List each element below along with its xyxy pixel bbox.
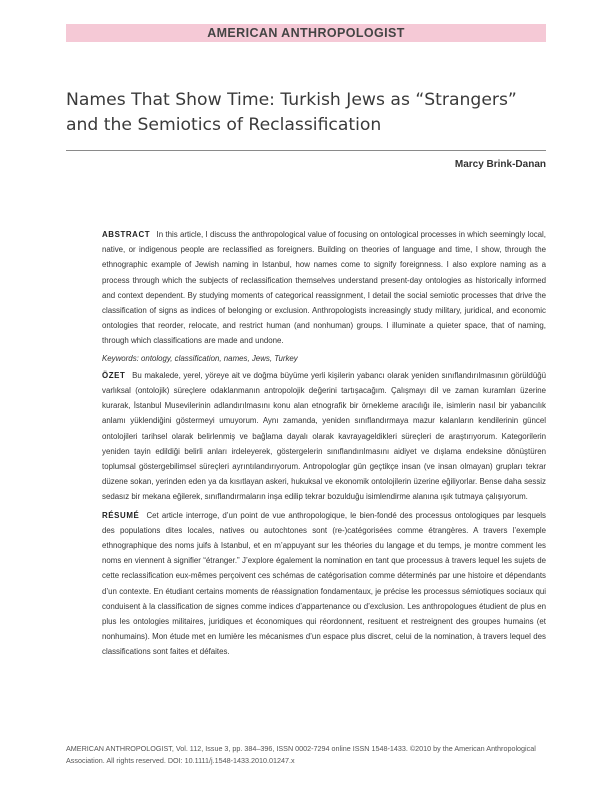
ozet-text: Bu makalede, yerel, yöreye ait ve doğma büyüme yerli kişilerin yabancı olarak yeniden sınıflandırılmasının görüldüğü varlıksal (ontolojik) süreçlere odaklanmanın antropolojik değerini tartışacağım. Çalışmayı dil ve zaman kuramları üzerine kurarak, İstanbul Musevilerinin adlandırılmasını konu alan etnografik bir örnekleme aracılığı ile, isimlerin nasıl bir yabancılık anlamı yüklendiğini göstermeyi umuyorum. Aynı zamanda, yeniden sınıflandırmaya mazur kalanların kendilerinin güncel ontolojileri tarihsel olarak belirlenmiş ve bağlama dayalı olarak kavrayageldikleri süreçleri de araştırıyorum. Kategorilerin yeniden tayin edildiği belirli anları irdeleyerek, göstergelerin sınıflandırılmasını aidiyet ve dışlama endeksine dönüştüren toplumsal göstergebilimsel süreçleri ayrıntılandırıyorum. Antropologlar gün geçtikçe insan (ve insan olmayan) grupları tekrar düzene sokan, yerinden eden ya da kısıtlayan askeri, hukuksal ve ekonomik ontolojilerin üzerine eğiliyorlar. Bense daha sessiz sedasız bir mekana eğilerek, sınıflandırmaların inşa edilip tekrar bozulduğu isimlendirme alanına ışık tutmaya çalışıyorum. [102,370,546,502]
citation-footer: AMERICAN ANTHROPOLOGIST, Vol. 112, Issue 3, pp. 384–396, ISSN 0002-7294 online ISSN 1548-1433. ©2010 by the American Anthropological Association. All rights reserved. DOI: 10.1111/j.1548-1433.2010.01247.x [66,744,536,765]
resume-text: Cet article interroge, d’un point de vue anthropologique, le bien-fondé des processus ontologiques par lesquels des populations dites locales, natives ou autochtones sont (re-)catégorisées comme étrangères. A travers l’exemple ethnographique des noms juifs à Istanbul, et en m’appuyant sur les théories du langage et du temps, je montre comment les noms en viennent à signifier “étranger.” J’explore également la nomination en tant que processus à travers lequel les sujets de cette reclassification eux-mêmes perçoivent ces schémas de catégorisation comme déterminés par une histoire et dépendants d’un contexte. En étudiant certains moments de réassignation fondamentaux, je précise les processus sémiotiques sociaux qui conduisent à la classification de signes comme indices d’appartenance ou d’exclusion. Les anthropologues étudient de plus en plus les ontologies militaires, juridiques et économiques qui réordonnent, resituent et restreignent des groupes humains (et nonhumains). Mon étude met en lumière les mécanismes d’un espace plus discret, celui de la nomination, à travers lequel des classifications sont faites et défaites. [102,510,546,657]
author-name: Marcy Brink-Danan [454,159,546,170]
keywords-label: Keywords: [102,353,139,363]
abstract-label: ABSTRACT [102,230,151,239]
resume-paragraph [102,508,546,660]
keywords-text: ontology, classification, names, Jews, Turkey [141,353,298,363]
ozet-paragraph [102,368,546,505]
article-title-line-1: Names That Show Time: Turkish Jews as “Strangers” [66,90,517,110]
journal-header-bar [66,24,546,42]
keywords-line [102,351,546,366]
title-divider [66,150,546,151]
journal-name: AMERICAN ANTHROPOLOGIST [207,26,405,40]
abstract-paragraph [102,227,546,349]
article-title [66,88,546,138]
ozet-label: ÖZET [102,370,126,380]
abstract-section [102,227,546,660]
abstract-text: In this article, I discuss the anthropological value of focusing on ontological processes in which seemingly local, native, or indigenous people are reclassified as foreigners. Building on theories of language and time, I show, through the ethnographic example of Jewish naming in Istanbul, how names come to signify foreignness. I also explore naming as a process through which the subjects of reclassification themselves understand present-day ontologies as historically informed and context dependent. By studying moments of categorical reassignment, I detail the social semiotic processes that drive the classification of signs as indices of belonging or exclusion. Anthropologists increasingly study military, juridical, and economic ontologies that reorder, relocate, and restrict human (and nonhuman) groups. I illuminate a quieter space, that of naming, through which classifications are made and undone. [102,230,546,346]
article-title-line-2: and the Semiotics of Reclassification [66,115,382,135]
resume-label: RÉSUMÉ [102,510,140,520]
